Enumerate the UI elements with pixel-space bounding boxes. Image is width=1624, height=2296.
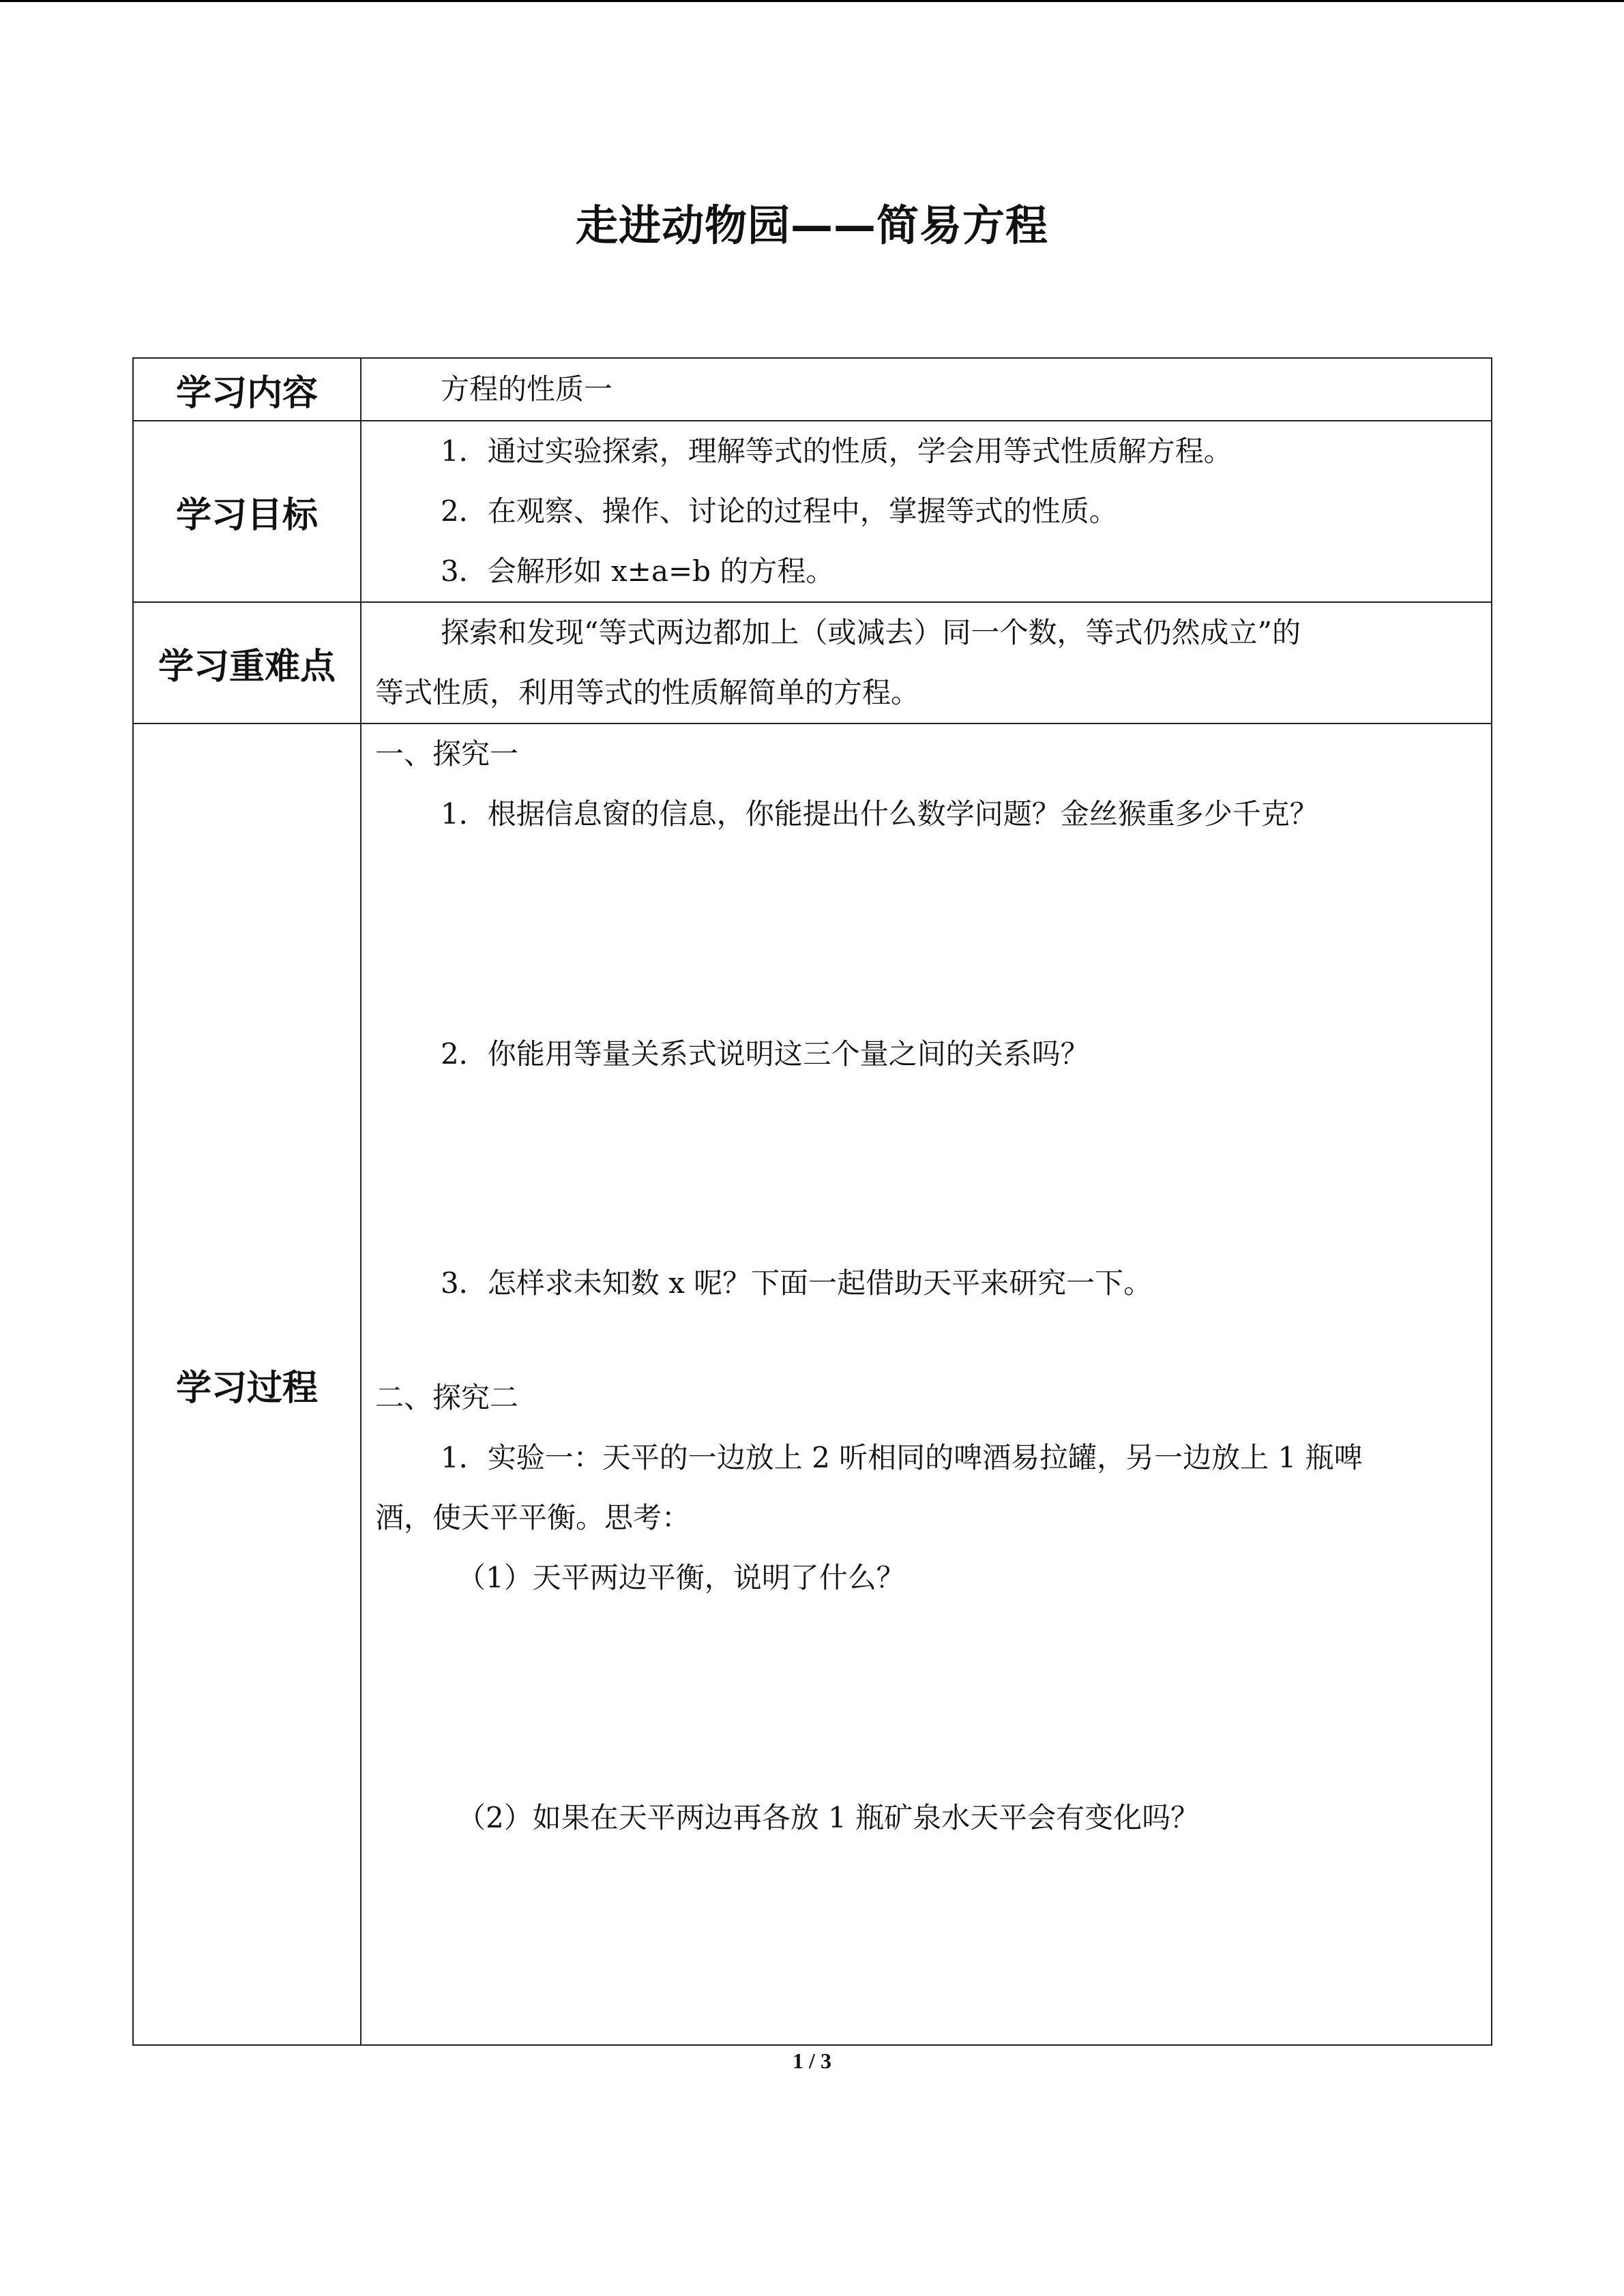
explore-1-question-2: 2．你能用等量关系式说明这三个量之间的关系吗？ <box>441 1037 1089 1071</box>
explore-2-subquestion-1: （1）天平两边平衡，说明了什么？ <box>457 1561 905 1594</box>
label-key-difficulties: 学习重难点 <box>133 602 361 724</box>
cell-learning-process <box>361 724 1492 2045</box>
page-number: 1 / 3 <box>793 2048 831 2073</box>
top-border-line <box>0 0 1624 2</box>
row-content <box>133 358 1492 421</box>
answer-space <box>375 1608 1471 1788</box>
keypoints-line-1: 探索和发现“等式两边都加上（或减去）同一个数，等式仍然成立”的 <box>441 616 1301 649</box>
explore-1-question-1: 1．根据信息窗的信息，你能提出什么数学问题？金丝猴重多少千克？ <box>441 797 1318 831</box>
goal-item: 2．在观察、操作、讨论的过程中，掌握等式的性质。 <box>441 494 1118 528</box>
answer-space <box>375 1084 1471 1253</box>
cell-learning-content <box>361 358 1492 421</box>
label-learning-content: 学习内容 <box>133 358 361 421</box>
explore-2-experiment-line-1: 1．实验一：天平的一边放上 2 听相同的啤酒易拉罐，另一边放上 1 瓶啤 <box>441 1441 1363 1474</box>
label-learning-goals: 学习目标 <box>133 421 361 602</box>
goal-item: 3．会解形如 x±a=b 的方程。 <box>441 554 835 588</box>
cell-learning-goals <box>361 421 1492 602</box>
cell-key-difficulties <box>361 602 1492 724</box>
explore-2-subquestion-2: （2）如果在天平两边再各放 1 瓶矿泉水天平会有变化吗？ <box>457 1801 1200 1834</box>
row-keypoints <box>133 602 1492 724</box>
learning-content-text: 方程的性质一 <box>441 372 613 406</box>
label-learning-process: 学习过程 <box>133 724 361 2045</box>
answer-space <box>375 1313 1471 1368</box>
section-heading-explore-1: 一、探究一 <box>375 737 519 771</box>
section-heading-explore-2: 二、探究二 <box>375 1381 519 1414</box>
answer-space <box>375 1848 1471 2025</box>
answer-space <box>375 844 1471 1024</box>
goal-item: 1．通过实验探索，理解等式的性质，学会用等式性质解方程。 <box>441 434 1232 468</box>
explore-1-question-3: 3．怎样求未知数 x 呢？下面一起借助天平来研究一下。 <box>441 1266 1153 1300</box>
row-process <box>133 724 1492 2045</box>
lesson-plan-table <box>132 357 1492 2046</box>
document-title: 走进动物园——简易方程 <box>575 200 1048 250</box>
row-goals <box>133 421 1492 602</box>
keypoints-line-2: 等式性质，利用等式的性质解简单的方程。 <box>375 676 920 709</box>
explore-2-experiment-line-2: 酒，使天平平衡。思考： <box>375 1501 691 1534</box>
